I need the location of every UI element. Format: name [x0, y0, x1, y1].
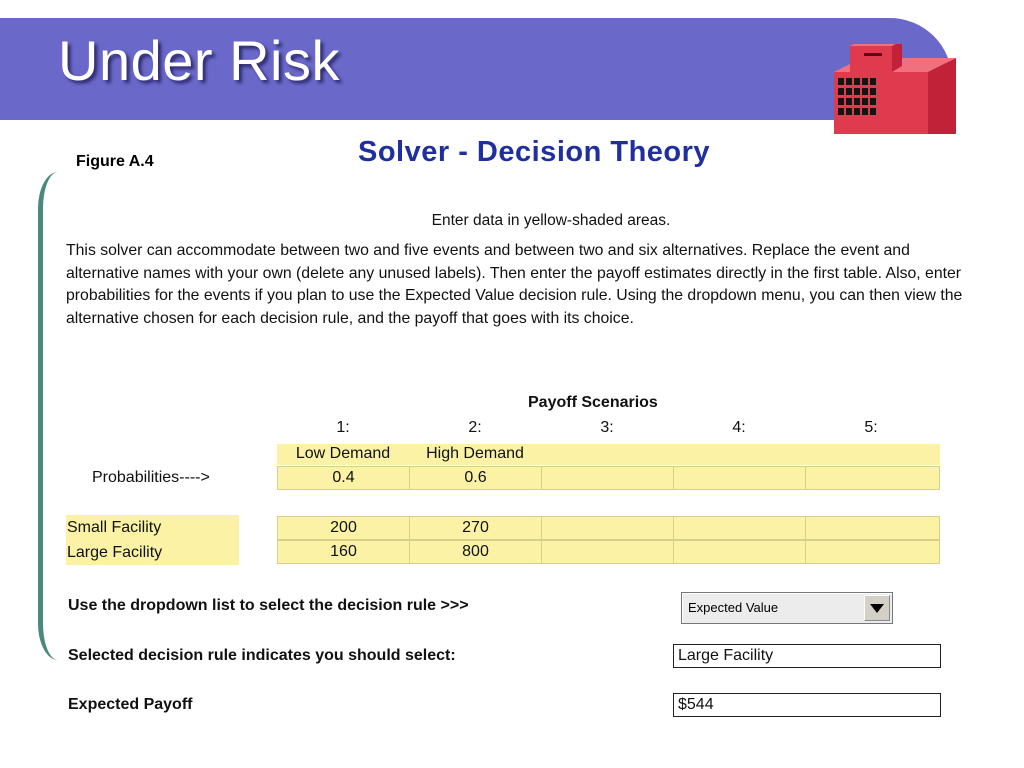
alternative-name-cell[interactable]: Small Facility	[67, 519, 162, 536]
alternative-name-cell[interactable]: Large Facility	[67, 544, 163, 561]
column-number: 5:	[864, 419, 878, 436]
expected-payoff-label: Expected Payoff	[68, 696, 193, 713]
selected-alternative-output: Large Facility	[673, 644, 941, 668]
payoff-cell[interactable]: 160	[277, 540, 410, 564]
column-number: 4:	[732, 419, 746, 436]
event-name-cell[interactable]	[805, 443, 937, 465]
payoff-cell[interactable]	[673, 540, 806, 564]
solver-title: Solver - Decision Theory	[358, 136, 711, 168]
left-bracket-decoration	[38, 172, 58, 660]
column-number: 3:	[600, 419, 614, 436]
payoff-cell[interactable]	[805, 516, 940, 540]
decision-rule-dropdown[interactable]	[681, 592, 893, 624]
instruction-text: Enter data in yellow-shaded areas.	[431, 212, 671, 229]
event-name-cell[interactable]: High Demand	[426, 445, 524, 462]
event-name-cell[interactable]	[673, 443, 805, 465]
selected-prompt: Selected decision rule indicates you should select:	[68, 647, 456, 664]
payoff-heading: Payoff Scenarios	[528, 394, 658, 411]
event-name-cell[interactable]: Low Demand	[295, 445, 391, 462]
payoff-cell[interactable]: 800	[409, 540, 542, 564]
payoff-cell[interactable]	[805, 540, 940, 564]
description-text: This solver can accommodate between two and five events and between two and six alternatives. Replace the event and alternative names with your own (delete any unused labels). Then enter the payoff estimates directly in the first table. Also, enter probabilities for the events if you plan to use the Expected Value decision rule. Using the dropdown menu, you can then view the alternative chosen for each decision rule, and the payoff that goes with its choice.	[66, 242, 963, 327]
building-icon	[826, 44, 958, 134]
column-number: 1:	[336, 419, 350, 436]
probability-cell[interactable]	[673, 466, 806, 490]
probability-cell[interactable]: 0.4	[277, 466, 410, 490]
event-name-cell[interactable]	[541, 443, 673, 465]
probability-cell[interactable]: 0.6	[409, 466, 542, 490]
dropdown-selected-value: Expected Value	[688, 600, 779, 615]
dropdown-prompt: Use the dropdown list to select the decision rule >>>	[68, 597, 469, 614]
expected-payoff-output: $544	[673, 693, 941, 717]
probability-cell[interactable]	[541, 466, 674, 490]
payoff-cell[interactable]	[541, 540, 674, 564]
probabilities-label: Probabilities---->	[92, 469, 210, 486]
figure-label: Figure A.4	[76, 153, 154, 170]
slide-title: Under Risk	[58, 29, 340, 92]
column-number: 2:	[468, 419, 482, 436]
payoff-cell[interactable]	[673, 516, 806, 540]
dropdown-arrow-icon[interactable]	[864, 595, 890, 621]
payoff-cell[interactable]: 200	[277, 516, 410, 540]
probability-cell[interactable]	[805, 466, 940, 490]
payoff-cell[interactable]	[541, 516, 674, 540]
payoff-cell[interactable]: 270	[409, 516, 542, 540]
